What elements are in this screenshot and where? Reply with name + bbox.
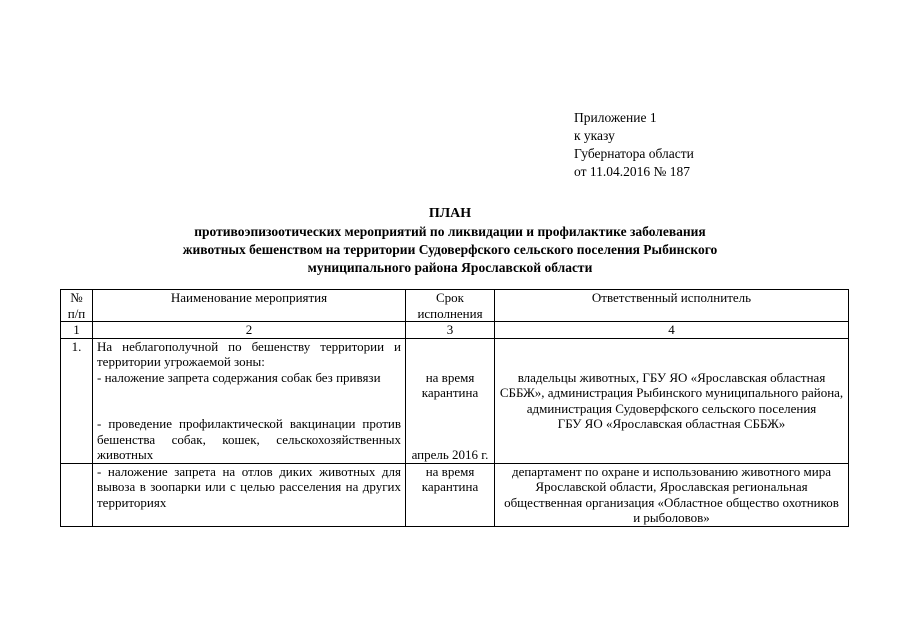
table-row bbox=[61, 338, 849, 463]
title-line-1: противоэпизоотических мероприятий по ликвидации и профилактике заболевания bbox=[194, 224, 706, 239]
row-1-item-1-responsible: владельцы животных, ГБУ ЯО «Ярославская областная СББЖ», администрация Рыбинского муниципального района, администрация Судоверфского сельского поселения bbox=[499, 369, 844, 416]
row-1-item-1: - наложение запрета содержания собак без привязи bbox=[97, 369, 381, 385]
row-1-item-2: - проведение профилактической вакцинации против бешенства собак, кошек, сельскохозяйственных животных bbox=[97, 416, 401, 462]
table-header-row bbox=[61, 290, 849, 322]
title-line-2: животных бешенством на территории Судоверфского сельского поселения Рыбинского bbox=[182, 242, 718, 257]
row-1-item-1-term: на время карантина bbox=[421, 369, 479, 400]
col-number-4: 4 bbox=[495, 322, 849, 339]
row-1-item-2-term: апрель 2016 г. bbox=[411, 447, 489, 462]
annex-line-4: от 11.04.2016 № 187 bbox=[574, 164, 690, 179]
col-number-1: 1 bbox=[61, 322, 93, 339]
header-responsible: Ответственный исполнитель bbox=[495, 290, 849, 322]
col-number-3: 3 bbox=[406, 322, 495, 339]
row-1-item-2-responsible: ГБУ ЯО «Ярославская областная СББЖ» bbox=[557, 416, 786, 431]
table-column-numbers-row bbox=[61, 322, 849, 339]
row-2-item: - наложение запрета на отлов диких животных для вывоза в зоопарки или с целью расселения на других территориях bbox=[93, 463, 406, 526]
annex-line-3: Губернатора области bbox=[574, 146, 694, 161]
row-1-name-cell bbox=[93, 338, 406, 463]
title-heading: ПЛАН bbox=[428, 206, 472, 221]
header-term: Срок исполнения bbox=[406, 290, 495, 322]
row-2-num bbox=[61, 463, 93, 526]
col-number-2: 2 bbox=[93, 322, 406, 339]
annex-line-1: Приложение 1 bbox=[574, 110, 657, 125]
row-1-term-cell bbox=[406, 338, 495, 463]
plan-table bbox=[60, 289, 849, 527]
document-title bbox=[90, 205, 810, 277]
header-num: № п/п bbox=[61, 290, 93, 322]
row-1-responsible-cell bbox=[495, 338, 849, 463]
table-row bbox=[61, 463, 849, 526]
row-2-responsible: департамент по охране и использованию животного мира Ярославской области, Ярославская региональная общественная организация «Областное общество охотников и рыболовов» bbox=[495, 463, 849, 526]
row-2-term: на время карантина bbox=[406, 463, 495, 526]
annex-line-2: к указу bbox=[574, 128, 615, 143]
row-1-num: 1. bbox=[61, 338, 93, 463]
title-line-3: муниципального района Ярославской области bbox=[307, 260, 593, 275]
header-name: Наименование мероприятия bbox=[93, 290, 406, 322]
row-1-intro: На неблагополучной по бешенству территории и территории угрожаемой зоны: bbox=[97, 338, 401, 369]
annex-block bbox=[574, 109, 694, 181]
